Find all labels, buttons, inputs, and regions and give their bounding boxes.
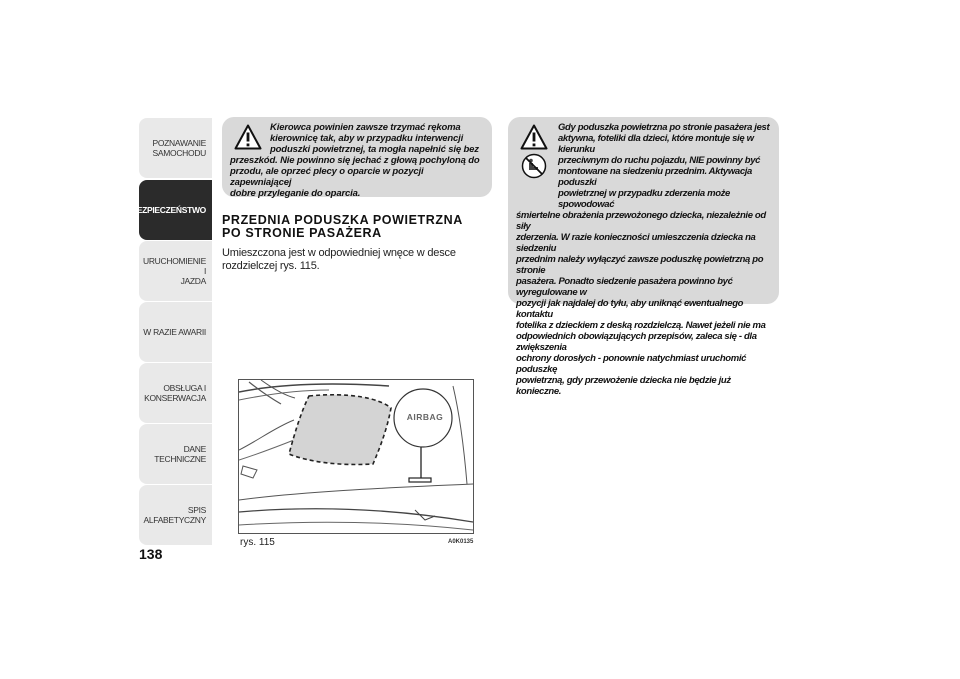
side-tab-label: W RAZIE AWARII <box>143 327 206 337</box>
warning-line: pozycji jak najdalej do tyłu, aby uniknąć ewentualnego kontaktu <box>516 298 744 320</box>
figure-caption: rys. 115 <box>240 537 275 548</box>
warning-line: montowane na siedzeniu przednim. Aktywacja poduszki <box>558 166 752 188</box>
side-tab-label: SPIS ALFABETYCZNY <box>143 505 206 525</box>
warning-line: poduszki powietrznej, ta mogła napełnić się bez <box>270 144 479 155</box>
warning-line: pasażera. Ponadto siedzenie pasażera powinno być wyregulowane w <box>516 276 733 298</box>
airbag-label: AIRBAG <box>406 412 444 422</box>
page-number: 138 <box>139 546 163 562</box>
body-text: Umieszczona jest w odpowiedniej wnęce w desce rozdzielczej rys. 115. <box>222 247 456 272</box>
warning-line: kierownicę tak, aby w przypadku interwencji <box>270 133 464 144</box>
warning-line: fotelika z dzieckiem z deską rozdzielczą. Nawet jeżeli nie ma <box>516 320 766 331</box>
side-tab-obsluga[interactable] <box>139 363 212 423</box>
warning-triangle-icon <box>234 124 262 150</box>
warning-line: powietrzną, gdy przewożenie dziecka nie będzie już konieczne. <box>516 375 731 397</box>
warning-line: przodu, ale oprzeć plecy o oparcie w pozycji zapewniającej <box>230 166 424 188</box>
warning-line: przeciwnym do ruchu pojazdu, NIE powinny być <box>558 155 761 166</box>
section-heading-line: PRZEDNIA PODUSZKA POWIETRZNA <box>222 213 463 227</box>
side-tab-label: OBSŁUGA I KONSERWACJA <box>144 383 206 403</box>
side-tab-label: POZNAWANIE SAMOCHODU <box>152 138 206 158</box>
side-tab-uruchomienie[interactable] <box>139 241 212 301</box>
warning-box-driver <box>222 117 492 197</box>
warning-line: aktywna, foteliki dla dzieci, które montuje się w kierunku <box>558 133 754 155</box>
side-tab-dane-techniczne[interactable] <box>139 424 212 484</box>
warning-line: przednim należy wyłączyć zawsze poduszkę powietrzną po stronie <box>516 254 764 276</box>
section-heading-line: PO STRONIE PASAŻERA <box>222 226 382 240</box>
no-child-seat-icon <box>521 153 547 179</box>
warning-triangle-icon <box>520 124 548 150</box>
side-tab-label: URUCHOMIENIE I JAZDA <box>143 256 206 286</box>
dashboard-illustration <box>239 380 473 533</box>
side-tab-spis-alfabetyczny[interactable] <box>139 485 212 545</box>
warning-line: odpowiednich obowiązujących przepisów, zaleca się - dla zwiększenia <box>516 331 757 353</box>
side-tab-poznawanie[interactable] <box>139 118 212 178</box>
warning-line: śmiertelne obrażenia przewożonego dziecka, niezależnie od siły <box>516 210 766 232</box>
figure-code: A0K0135 <box>448 539 474 545</box>
warning-line: ochrony dorosłych - ponownie natychmiast uruchomić poduszkę <box>516 353 747 375</box>
side-tab-label: DANE TECHNICZNE <box>154 444 206 464</box>
section-heading <box>222 214 490 240</box>
warning-box-passenger <box>508 117 779 397</box>
side-tab-label: BEZPIECZEŃSTWO <box>130 205 206 215</box>
figure-dashboard-airbag <box>238 379 474 534</box>
warning-line: powietrznej w przypadku zderzenia może spowodować <box>558 188 730 210</box>
warning-line: Kierowca powinien zawsze trzymać rękoma <box>270 122 461 133</box>
warning-line: Gdy poduszka powietrzna po stronie pasażera jest <box>558 122 770 133</box>
side-tab-w-razie-awarii[interactable] <box>139 302 212 362</box>
warning-line: przeszkód. Nie powinno się jechać z głową pochyloną do <box>230 155 480 166</box>
warning-line: zderzenia. W razie konieczności umieszczenia dziecka na siedzeniu <box>516 232 756 254</box>
warning-line: dobre przyleganie do oparcia. <box>230 188 361 199</box>
side-tab-bezpieczenstwo[interactable] <box>130 180 212 240</box>
